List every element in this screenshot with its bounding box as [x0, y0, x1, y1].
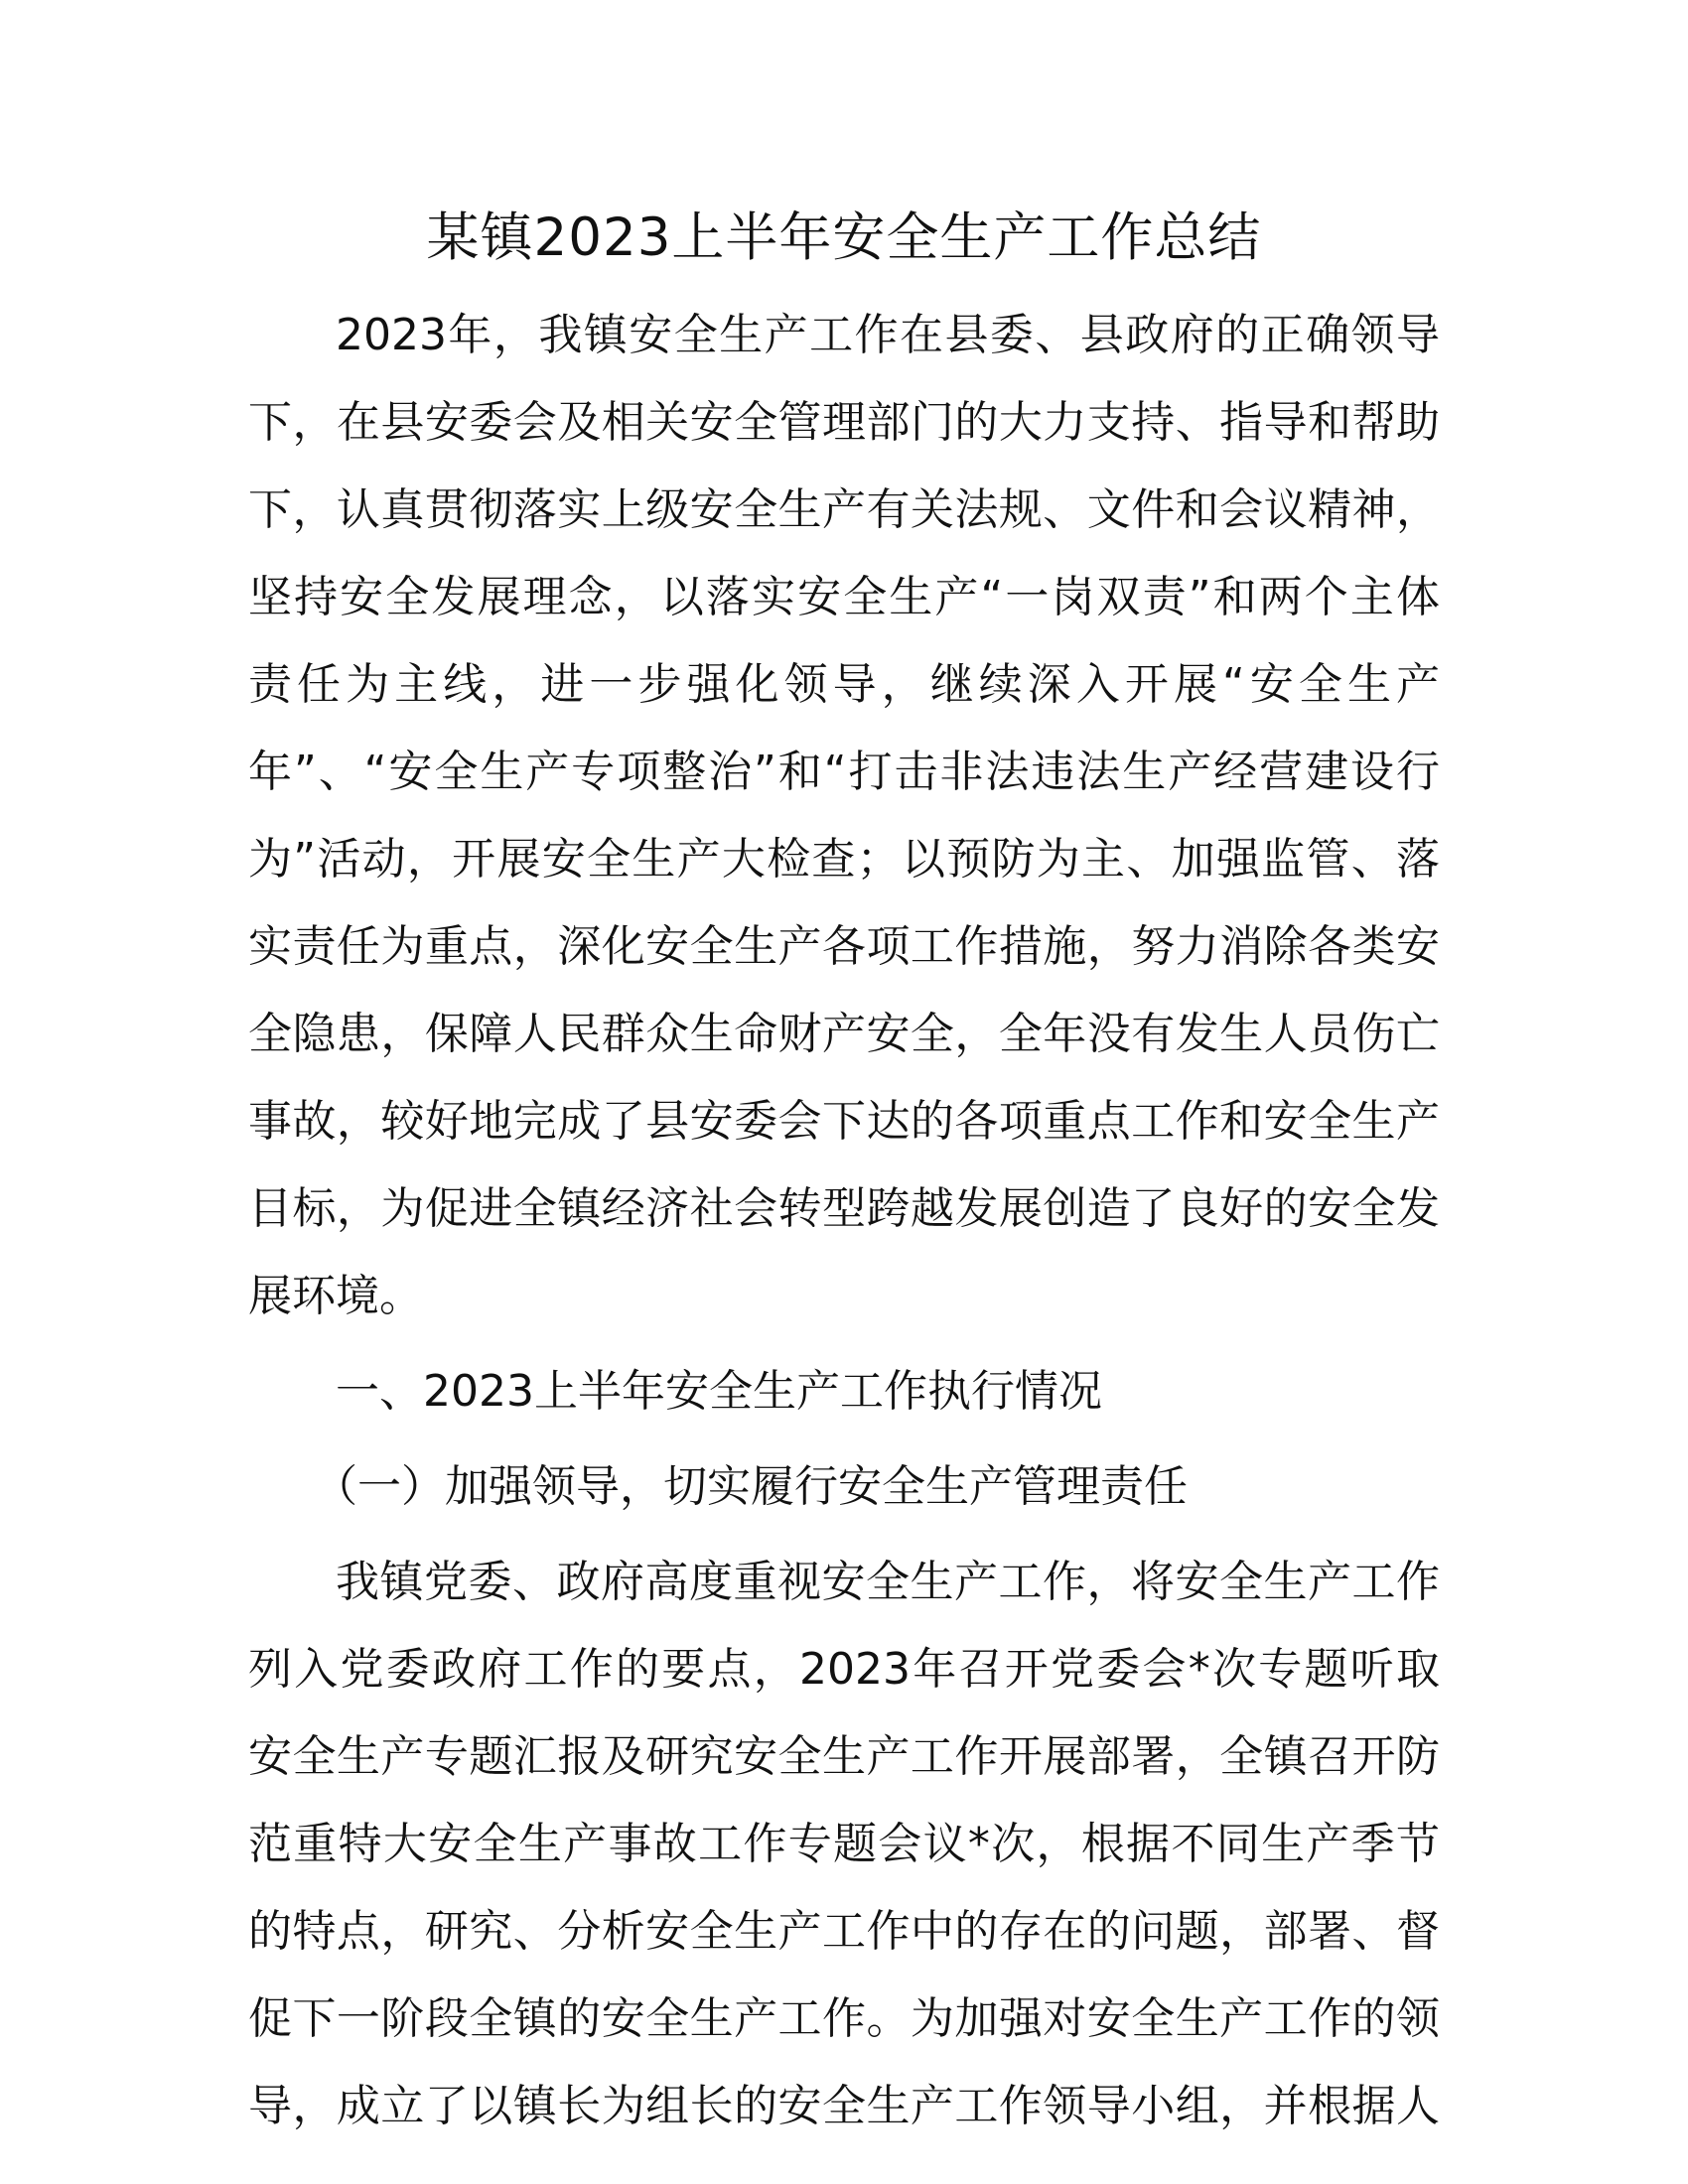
- paragraph-line: 全隐患，保障人民群众生命财产安全，全年没有发生人员伤亡: [248, 1009, 1440, 1059]
- paragraph-line: 下，在县安委会及相关安全管理部门的大力支持、指导和帮助: [248, 397, 1440, 448]
- paragraph-line: 导，成立了以镇长为组长的安全生产工作领导小组，并根据人: [248, 2081, 1440, 2131]
- paragraph-line: 展环境。: [248, 1271, 423, 1321]
- paragraph-intro: [248, 292, 1440, 1340]
- paragraph-line: 列入党委政府工作的要点，2023年召开党委会*次专题听取: [248, 1644, 1440, 1695]
- paragraph-line: 安全生产专题汇报及研究安全生产工作开展部署，全镇召开防: [248, 1731, 1440, 1782]
- subsection-heading: （一）加强领导，切实履行安全生产管理责任: [314, 1461, 1188, 1512]
- paragraph-line: 的特点，研究、分析安全生产工作中的存在的问题，部署、督: [248, 1906, 1440, 1957]
- paragraph-line: 促下一阶段全镇的安全生产工作。为加强对安全生产工作的领: [248, 1993, 1440, 2044]
- document-title: 某镇2023上半年安全生产工作总结: [426, 207, 1262, 268]
- paragraph-line: 2023年，我镇安全生产工作在县委、县政府的正确领导: [336, 310, 1440, 360]
- paragraph-line: 下，认真贯彻落实上级安全生产有关法规、文件和会议精神，: [248, 484, 1440, 535]
- document-body: [248, 292, 1440, 2150]
- section-heading: 一、2023上半年安全生产工作执行情况: [336, 1366, 1102, 1417]
- paragraph-line: 责任为主线，进一步强化领导，继续深入开展“安全生产: [248, 659, 1440, 710]
- paragraph-line: 范重特大安全生产事故工作专题会议*次，根据不同生产季节: [248, 1819, 1440, 1869]
- paragraph-line: 年”、“安全生产专项整治”和“打击非法违法生产经营建设行: [248, 747, 1440, 797]
- paragraph-line: 事故，较好地完成了县安委会下达的各项重点工作和安全生产: [248, 1096, 1440, 1147]
- paragraph-line: 坚持安全发展理念，以落实安全生产“一岗双责”和两个主体: [248, 572, 1440, 622]
- paragraph-line: 实责任为重点，深化安全生产各项工作措施，努力消除各类安: [248, 921, 1440, 972]
- paragraph-line: 目标，为促进全镇经济社会转型跨越发展创造了良好的安全发: [248, 1183, 1440, 1234]
- paragraph-leadership: [248, 1539, 1440, 2150]
- paragraph-line: 为”活动，开展安全生产大检查；以预防为主、加强监管、落: [248, 834, 1440, 885]
- paragraph-line: 我镇党委、政府高度重视安全生产工作，将安全生产工作: [336, 1557, 1440, 1607]
